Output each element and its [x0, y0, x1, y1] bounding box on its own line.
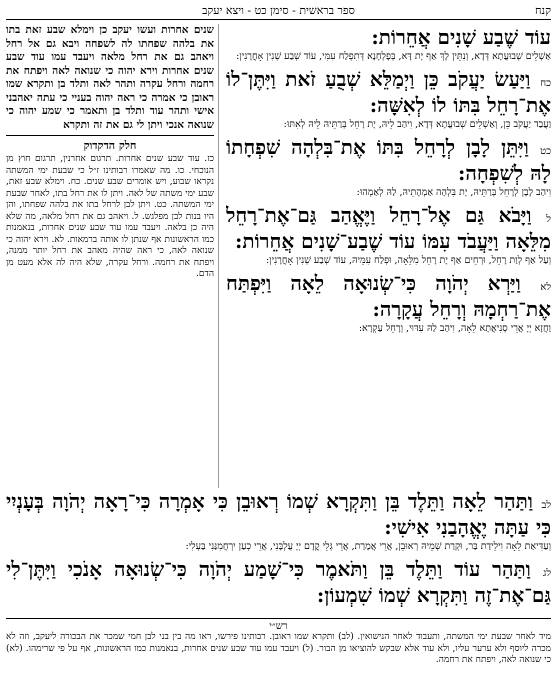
verse-text: וַתַּהַר עוֹד וַתֵּלֶד בֵּן וַתֹּאמֶר כִּי־שָׁמַע יְהֹוָה כִּי־שְׂנוּאָה אָנֹכִי וַיִּתֶּן־לִי גַּם־אֶת־זֶה וַתִּקְרָא שְׁמוֹ שִׁמְעוֹן: — [6, 557, 551, 607]
rashi-commentary — [6, 618, 551, 683]
verse-text: עוֹד שֶׁבַע שָׁנִים אֲחֵרוֹת: — [371, 25, 551, 49]
verse-number: לג — [543, 568, 551, 579]
targum-text: וַעֲבַד יַעֲקֹב כֵּן, וְאַשְׁלֵים שְׁבוּעֲתָא דְּדָא, וִיהַב לֵיהּ, יָת רָחֵל בְּרַתֵּיהּ לֵיהּ לְאִתּוּ: — [283, 119, 551, 130]
running-title: ספר בראשית - סימן כט - ויצא יעקב — [202, 4, 355, 17]
verse-30 — [226, 202, 551, 267]
targum-text: וְעַל אַף לְוַת רָחֵל, וּרְחֵים אַף יָת רָחֵל מִלֵּאָה, וּפְלַח עִמֵּיהּ, עוֹד שְׁבַע שְׁנִין אָחֳרָנִין: — [265, 255, 551, 266]
verse-27-end — [226, 24, 551, 63]
page-header — [6, 3, 551, 20]
rashi-label: רש״י — [269, 621, 288, 632]
verse-28 — [226, 66, 551, 131]
grammar-text: כז. עוד שבע שנים אחרות. תרגום אחרנין, תרגום חוץ מן הנוכחי. כו. מה שאמרו רבותינו ז״ל כי שבעת ימי המשתה נקראו שבוע, ויש אומרים שבע שנים. כח. וימלא שבע זאת, שבע ימי משתה של לאה. ויתן לו את רחל בתו, לאחר שבעת ימי המשתה. כט. ויתן לבן לרחל בתו את בלהה שפחתו, והן היו בנות לבן מפלגש. ל. ויאהב גם את רחל מלאה, מה שלא היה כן בלאה. ויעבד עמו עוד שבע שנים אחרות, בנאמנות כמו הראשונות אף שנתן לו אותה ברמאות. לא. וירא יהוה כי שנואה לאה, כי ראה שהיה מאהב את רחל יותר ממנה, ויפתח את רחמה. ורחל עקרה, שלא היה לה אלא מעט מן הדם. — [6, 154, 214, 279]
verse-text: וַיַּעַשׂ יַעֲקֹב כֵּן וַיְמַלֵּא שְׁבֻעַ זֹאת וַיִּתֶּן־לוֹ אֶת־רָחֵל בִּתּוֹ לוֹ לְאִשָּׁה: — [226, 67, 551, 117]
verse-text: וַיָּבֹא גַּם אֶל־רָחֵל וַיֶּאֱהַב גַּם־אֶת־רָחֵל מִלֵּאָה וַיַּעֲבֹד עִמּוֹ עוֹד שֶׁבַע־שָׁנִים אֲחֵרוֹת: — [226, 203, 551, 253]
commentary-column — [6, 24, 214, 488]
targum-text: וִיהַב לָבָן לְרָחֵל בְּרַתֵּיהּ, יָת בִּלְהָה אַמְהָתֵיהּ, לַהּ לְאַמְהוּ: — [356, 187, 551, 198]
targum-text: וַחֲזָא יְיָ אֲרֵי סְנִיאֲתָא לֵאָה, וִיהַב לַהּ עִדּוּי, וְרָחֵל עַקְרָא: — [358, 323, 551, 334]
verse-number: לא — [540, 282, 551, 293]
verse-number: לב — [541, 500, 551, 511]
verse-32 — [6, 488, 551, 553]
commentary-text: שנים אחרות ועשו יעקב כן וימלא שבע זאת בתו את בלהה שפחתו לה לשפחה ויבא גם אל רחל ויאהב גם את רחל מלאה ויעבד עמו עוד שבע שנים אחרות וירא יהוה כי שנואה לאה ויפתח את רחמה ורחל עקרה ותהר לאה ותלד בן ותקרא שמו ראובן כי אמרה כי ראה יהוה בעניי כי עתה יאהבני אישי ותהר עוד ותלד בן ותאמר כי שמע יהוה כי שנואה אנכי ויתן לי גם את זה ותקרא — [6, 24, 214, 131]
torah-text-column — [226, 24, 551, 488]
targum-text: אַשְׁלֵים שְׁבוּעֲתָא דְּדָא, וְנִתֵּין לָךְ אַף יָת דָּא, בְּפָלְחָנָא דְּתִפְלַח עִמִּי, עוֹד שְׁבַע שְׁנִין אָחֳרָנִין: — [236, 51, 551, 62]
targum-text: וְעַדִּיאַת לֵאָה וִילֵידַת בַּר, וּקְרַת שְׁמֵיהּ רְאוּבֵן, אֲרֵי אֲמָרַת, אֲרֵי גְּלֵי קֳדָם יְיָ עֻלְבָּנִי, אֲרֵי כְעַן יִרְחֲמִנַּנִי בַּעְלִי: — [185, 541, 551, 552]
rashi-text: מיד לאחר שבעת ימי המשתה, ותעבוד לאחר הנישואין. (לב) ותקרא שמו ראובן. רבותינו פירשו, ראו מה בין בני לבן חמי שמכר את הבכורה ליעקב, וזה לא מכרה ליוסף ולא ערער עליו, ולא עוד אלא שבקש להוציאו מן הבור. (ל) ויעבד עמו עוד שבע שנים אחרות, בנאמנות כמו הראשונות, אף על פי שרימהו. (לא) כי שנואה לאה, ויפתח את רחמה. — [6, 632, 551, 665]
verse-number: ל — [546, 214, 551, 225]
verse-33 — [6, 556, 551, 608]
full-width-verses — [6, 488, 551, 610]
page-number: קנח — [535, 4, 551, 17]
grammar-section-title: חלק הדקדוק — [83, 139, 137, 152]
verse-text: וַיִּתֵּן לָבָן לְרָחֵל בִּתּוֹ אֶת־בִּלְהָה שִׁפְחָתוֹ לָהּ לְשִׁפְחָה: — [226, 135, 551, 185]
verse-number: כט — [540, 146, 551, 157]
verse-text: וַתַּהַר לֵאָה וַתֵּלֶד בֵּן וַתִּקְרָא שְׁמוֹ רְאוּבֵן כִּי אָמְרָה כִּי־רָאָה יְהֹוָה בְּעָנְיִי כִּי עַתָּה יֶאֱהָבַנִי אִישִׁי: — [6, 489, 551, 539]
verse-31 — [226, 270, 551, 335]
verse-text: וַיַּרְא יְהֹוָה כִּי־שְׂנוּאָה לֵאָה וַיִּפְתַּח אֶת־רַחְמָהּ וְרָחֵל עֲקָרָה: — [226, 271, 551, 321]
column-divider — [218, 24, 219, 488]
section-divider — [6, 135, 214, 136]
verse-number: כח — [540, 78, 551, 89]
verse-29 — [226, 134, 551, 199]
